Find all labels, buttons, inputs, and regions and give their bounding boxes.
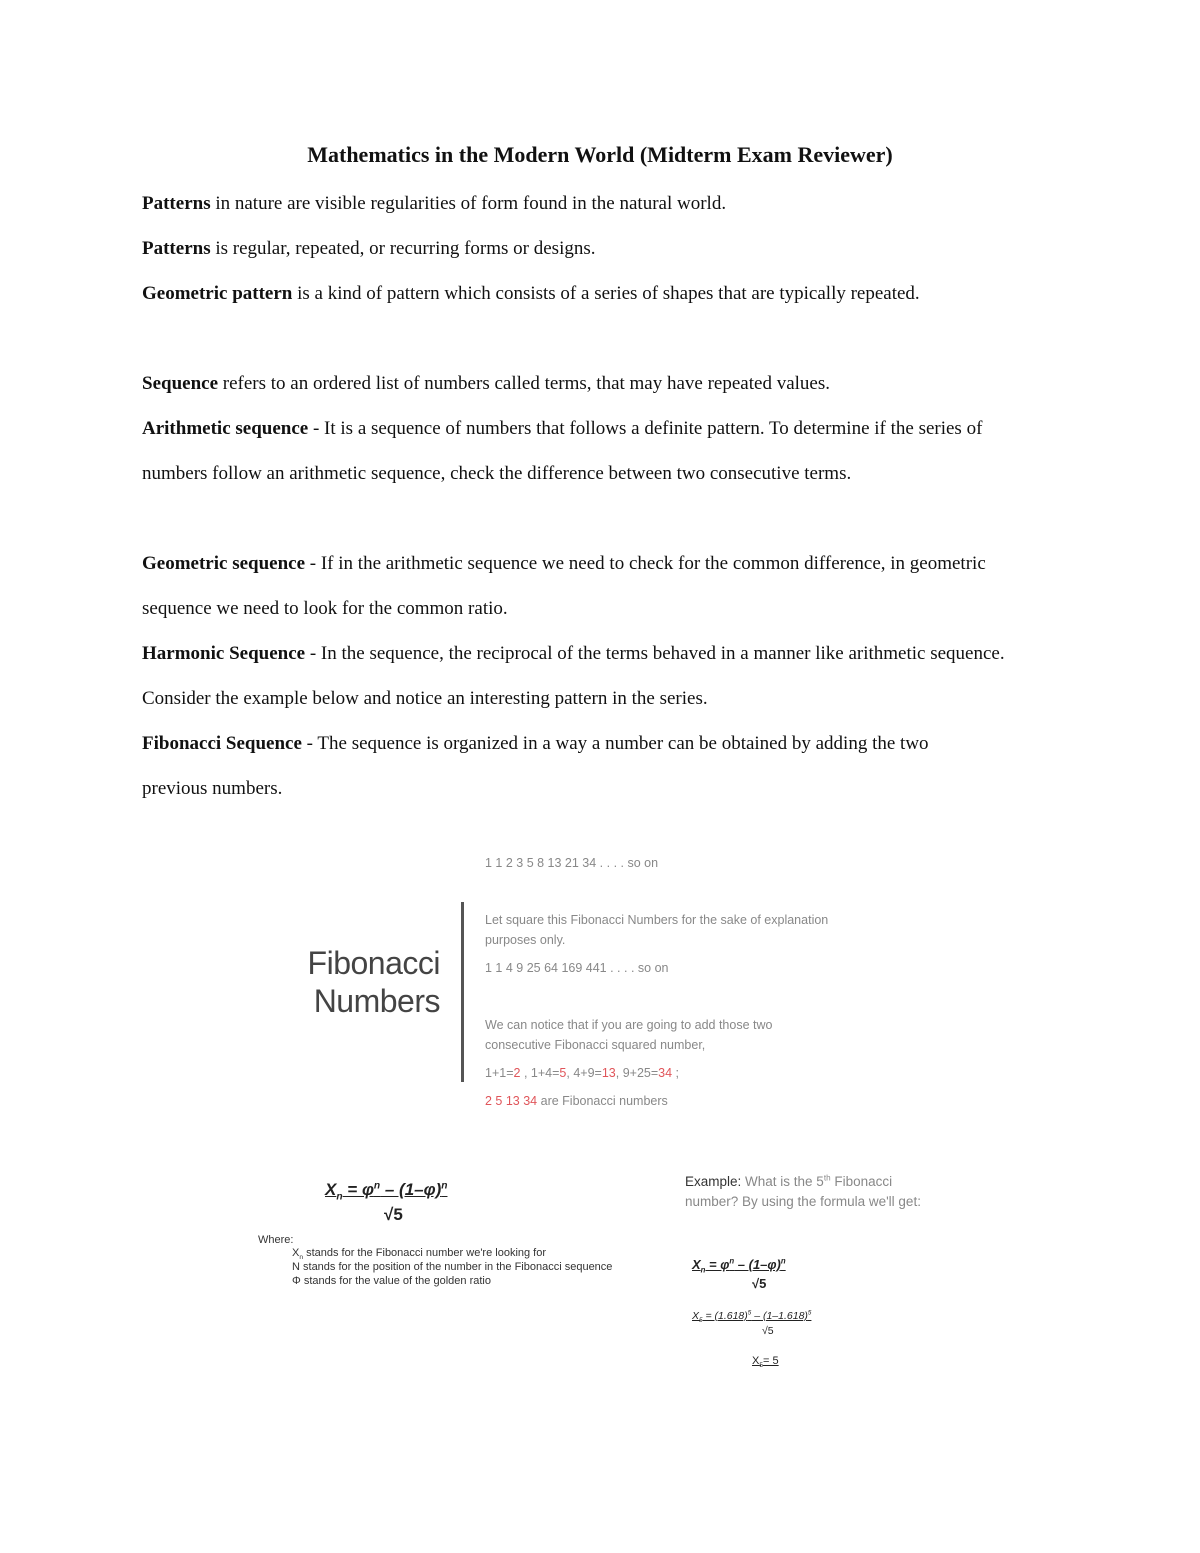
paragraph-geometric-sequence: Geometric sequence - If in the arithmetic sequence we need to check for the common difference, in geometric sequence we need to look for the common ratio. [142, 553, 986, 619]
example-formula-denominator: √5 [752, 1276, 767, 1291]
example-text: Example: What is the 5th Fibonacci number? By using the formula we'll get: [685, 1173, 921, 1209]
page-title: Mathematics in the Modern World (Midterm Exam Reviewer) [307, 142, 893, 167]
paragraph-patterns-nature: Patterns in nature are visible regularities of form found in the natural world. [142, 193, 727, 214]
where-item-n: N stands for the position of the number in the Fibonacci sequence [292, 1261, 613, 1273]
fibonacci-formula: $X_n = \varphi^n - (1-\varphi)^n$ [325, 1180, 448, 1203]
fibonacci-figure-heading: Fibonacci Numbers [307, 945, 440, 1019]
example-substitution: $X_5 = (1.618)^5 - (1-1.618)^5$ [692, 1309, 812, 1325]
where-label: Where: [258, 1234, 294, 1246]
where-item-xn: $X_n$ stands for the Fibonacci number we're looking for [292, 1247, 547, 1262]
paragraph-sequence: Sequence refers to an ordered list of numbers called terms, that may have repeated values. [142, 373, 830, 394]
paragraph-patterns-definition: Patterns is regular, repeated, or recurring forms or designs. [142, 238, 596, 259]
notice-text: We can notice that if you are going to add those two consecutive Fibonacci squared number, [485, 1018, 773, 1052]
fibonacci-sequence-line: 1 1 2 3 5 8 13 21 34 . . . . so on [485, 856, 659, 870]
example-formula: $X_n = \varphi^n - (1-\varphi)^n$ [692, 1256, 786, 1275]
square-intro: Let square this Fibonacci Numbers for the sake of explanation purposes only. [485, 913, 829, 947]
squared-sums-line: 1+1=2 , 1+4=5, 4+9=13, 9+25=34 ; [485, 1066, 680, 1080]
paragraph-arithmetic-sequence: Arithmetic sequence - It is a sequence of numbers that follows a definite pattern. To determine if the series of numbers follow an arithmetic sequence, check the difference between two consecutive terms. [142, 418, 983, 484]
fibonacci-result-line: 2 5 13 34 are Fibonacci numbers [485, 1094, 668, 1108]
figure-divider [461, 902, 464, 1082]
paragraph-fibonacci-sequence: Fibonacci Sequence - The sequence is organized in a way a number can be obtained by adding the two previous numbers. [142, 733, 929, 799]
paragraph-harmonic-sequence: Harmonic Sequence - In the sequence, the reciprocal of the terms behaved in a manner like arithmetic sequence. Consider the example below and notice an interesting pattern in the series. [142, 643, 1005, 709]
example-substitution-denominator: √5 [762, 1325, 774, 1337]
paragraph-geometric-pattern: Geometric pattern is a kind of pattern which consists of a series of shapes that are typically repeated. [142, 283, 920, 304]
example-answer: $X_5= 5$ [752, 1355, 779, 1370]
squared-sequence-line: 1 1 4 9 25 64 169 441 . . . . so on [485, 961, 669, 975]
where-item-phi: Φ stands for the value of the golden ratio [292, 1275, 491, 1287]
formula-denominator: √5 [384, 1205, 403, 1224]
